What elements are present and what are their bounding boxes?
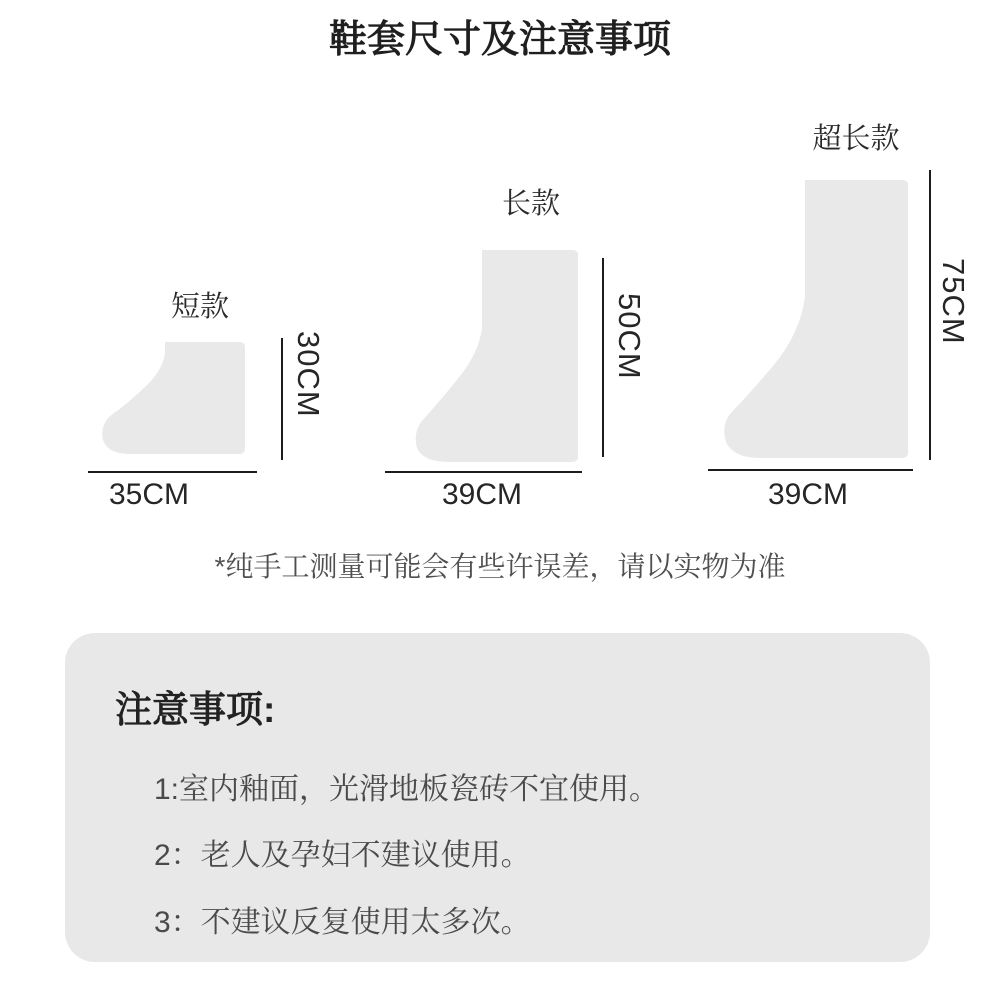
figure-label-extra-long: 超长款 <box>812 123 900 155</box>
height-dimension-label-long: 50CM <box>612 293 647 380</box>
height-dimension-label-short: 30CM <box>291 331 326 418</box>
notice-heading: 注意事项: <box>115 689 276 730</box>
width-dimension-line-short <box>88 471 257 473</box>
shoe-cover-silhouette-extra-long-icon <box>721 180 908 458</box>
notice-item: 2：老人及孕妇不建议使用。 <box>154 839 531 872</box>
shoe-cover-silhouette-long-icon <box>413 250 578 462</box>
width-dimension-label-short: 35CM <box>108 478 190 511</box>
height-dimension-line-short <box>281 338 283 460</box>
width-dimension-line-long <box>385 471 582 473</box>
notice-item: 3：不建议反复使用太多次。 <box>154 906 531 939</box>
width-dimension-label-long: 39CM <box>441 478 523 511</box>
height-dimension-label-extra-long: 75CM <box>936 258 971 345</box>
notice-box <box>65 633 930 962</box>
notice-item: 1:室内釉面，光滑地板瓷砖不宜使用。 <box>154 773 660 806</box>
shoe-cover-shape-short <box>102 342 245 454</box>
page-title: 鞋套尺寸及注意事项 <box>328 19 671 61</box>
width-dimension-line-extra-long <box>708 469 913 471</box>
shoe-cover-shape-extra-long <box>724 180 908 458</box>
shoe-cover-silhouette-short-icon <box>100 342 245 454</box>
shoe-cover-shape-long <box>416 250 578 462</box>
width-dimension-label-extra-long: 39CM <box>767 478 849 511</box>
figure-label-short: 短款 <box>170 291 229 323</box>
height-dimension-line-long <box>602 258 604 457</box>
figure-label-long: 长款 <box>501 188 560 220</box>
measurement-note: *纯手工测量可能会有些许误差，请以实物为准 <box>214 551 786 582</box>
height-dimension-line-extra-long <box>929 170 931 460</box>
